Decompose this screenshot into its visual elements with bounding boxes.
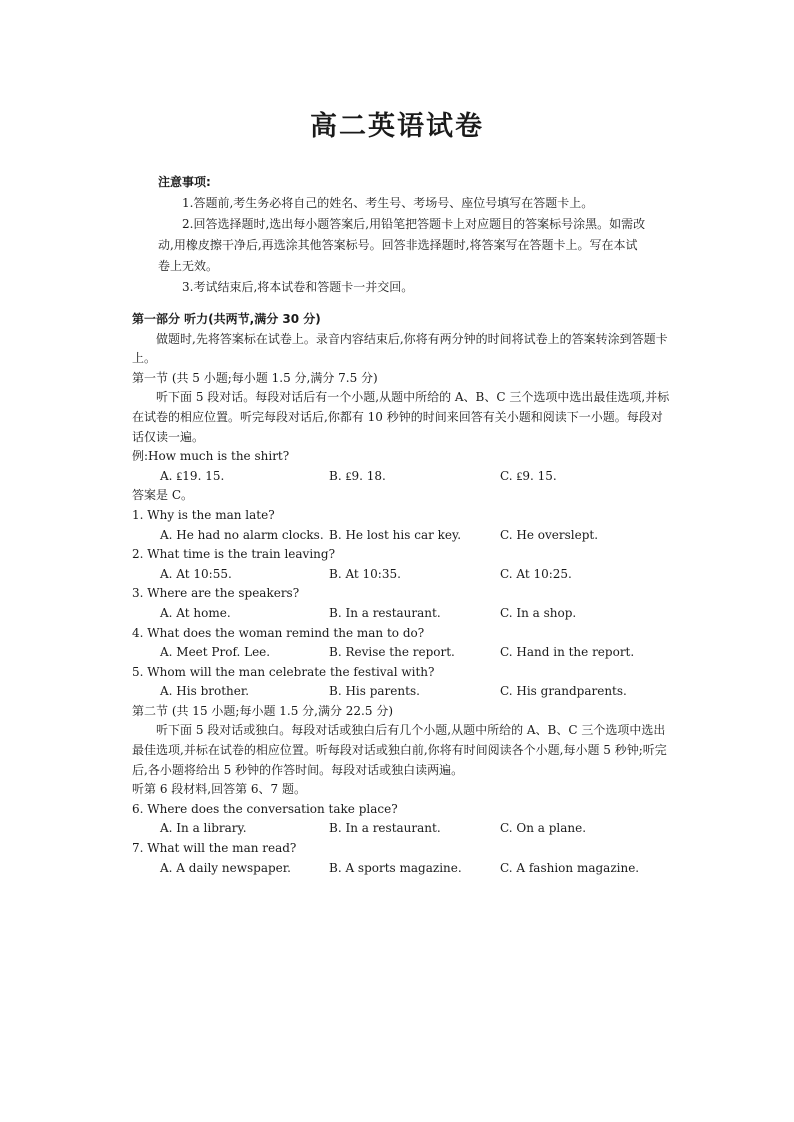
option-b: B. His parents. [329, 684, 420, 699]
question-2-options [132, 565, 670, 585]
option-a: A. A daily newspaper. [160, 860, 291, 875]
question-6-options [132, 819, 670, 839]
material-note: 听第 6 段材料,回答第 6、7 题。 [132, 782, 306, 797]
part1-heading: 第一部分 听力(共两节,满分 30 分) [132, 312, 321, 326]
option-c: C. On a plane. [500, 821, 587, 836]
option-b: B. In a restaurant. [329, 821, 441, 836]
option-a: A. At 10:55. [160, 566, 232, 581]
option-a: A. At home. [160, 605, 231, 620]
option-c: C. In a shop. [500, 605, 577, 620]
page-title: 高二英语试卷 [310, 111, 484, 142]
option-a: A. ₤19. 15. [160, 468, 225, 483]
notice-item-2: 2.回答选择题时,选出每小题答案后,用铅笔把答题卡上对应题目的答案标号涂黑。如需改动,用橡皮擦干净后,再选涂其他答案标号。回答非选择题时,将答案写在答题卡上。写在本试卷上无效。 [158, 217, 646, 273]
section1-instructions: 听下面 5 段对话。每段对话后有一个小题,从题中所给的 A、B、C 三个选项中选出最佳选项,并标在试卷的相应位置。听完每段对话后,你都有 10 秒钟的时间来回答有关小题和阅读下一小题。每段对话仅读一遍。 [132, 390, 670, 444]
option-c: C. ₤9. 15. [500, 468, 557, 483]
section1-heading: 第一节 (共 5 小题;每小题 1.5 分,满分 7.5 分) [132, 370, 378, 385]
notice-heading: 注意事项: [158, 175, 211, 189]
question-1: 1. Why is the man late? [132, 507, 275, 522]
option-c: C. At 10:25. [500, 566, 572, 581]
option-b: B. A sports magazine. [329, 860, 462, 875]
option-c: C. A fashion magazine. [500, 860, 640, 875]
question-5-options [132, 682, 670, 702]
option-b: B. In a restaurant. [329, 605, 441, 620]
question-3-options [132, 604, 670, 624]
question-5: 5. Whom will the man celebrate the festival with? [132, 664, 435, 679]
notice-item-3: 3.考试结束后,将本试卷和答题卡一并交回。 [182, 280, 414, 294]
option-b: B. At 10:35. [329, 566, 401, 581]
option-a: A. Meet Prof. Lee. [160, 645, 271, 660]
option-c: C. Hand in the report. [500, 645, 635, 660]
option-a: A. In a library. [160, 821, 247, 836]
question-1-options [132, 526, 670, 546]
question-2: 2. What time is the train leaving? [132, 547, 335, 562]
part1-block [132, 310, 670, 878]
question-7: 7. What will the man read? [132, 841, 297, 856]
question-7-options [132, 859, 670, 879]
notice-item-1: 1.答题前,考生务必将自己的姓名、考生号、考场号、座位号填写在答题卡上。 [182, 196, 594, 210]
option-c: C. He overslept. [500, 527, 599, 542]
option-b: B. Revise the report. [329, 645, 455, 660]
section2-instructions: 听下面 5 段对话或独白。每段对话或独白后有几个小题,从题中所给的 A、B、C 三个选项中选出最佳选项,并标在试卷的相应位置。听每段对话或独白前,你将有时间阅读各个小题,每小题 5 秒钟;听完后,各小题将给出 5 秒钟的作答时间。每段对话或独白读两遍。 [132, 723, 667, 777]
question-4: 4. What does the woman remind the man to do? [132, 625, 425, 640]
question-3: 3. Where are the speakers? [132, 586, 300, 601]
option-b: B. ₤9. 18. [329, 468, 386, 483]
option-b: B. He lost his car key. [329, 527, 462, 542]
section2-heading: 第二节 (共 15 小题;每小题 1.5 分,满分 22.5 分) [132, 703, 393, 718]
option-a: A. His brother. [160, 684, 250, 699]
notice-block [158, 172, 648, 298]
example-options [132, 467, 670, 487]
question-6: 6. Where does the conversation take place? [132, 801, 398, 816]
example-question: 例:How much is the shirt? [132, 449, 290, 464]
question-4-options [132, 643, 670, 663]
option-a: A. He had no alarm clocks. [160, 527, 324, 542]
part1-intro: 做题时,先将答案标在试卷上。录音内容结束后,你将有两分钟的时间将试卷上的答案转涂到答题卡上。 [132, 331, 668, 366]
example-answer: 答案是 C。 [132, 488, 193, 503]
option-c: C. His grandparents. [500, 684, 627, 699]
